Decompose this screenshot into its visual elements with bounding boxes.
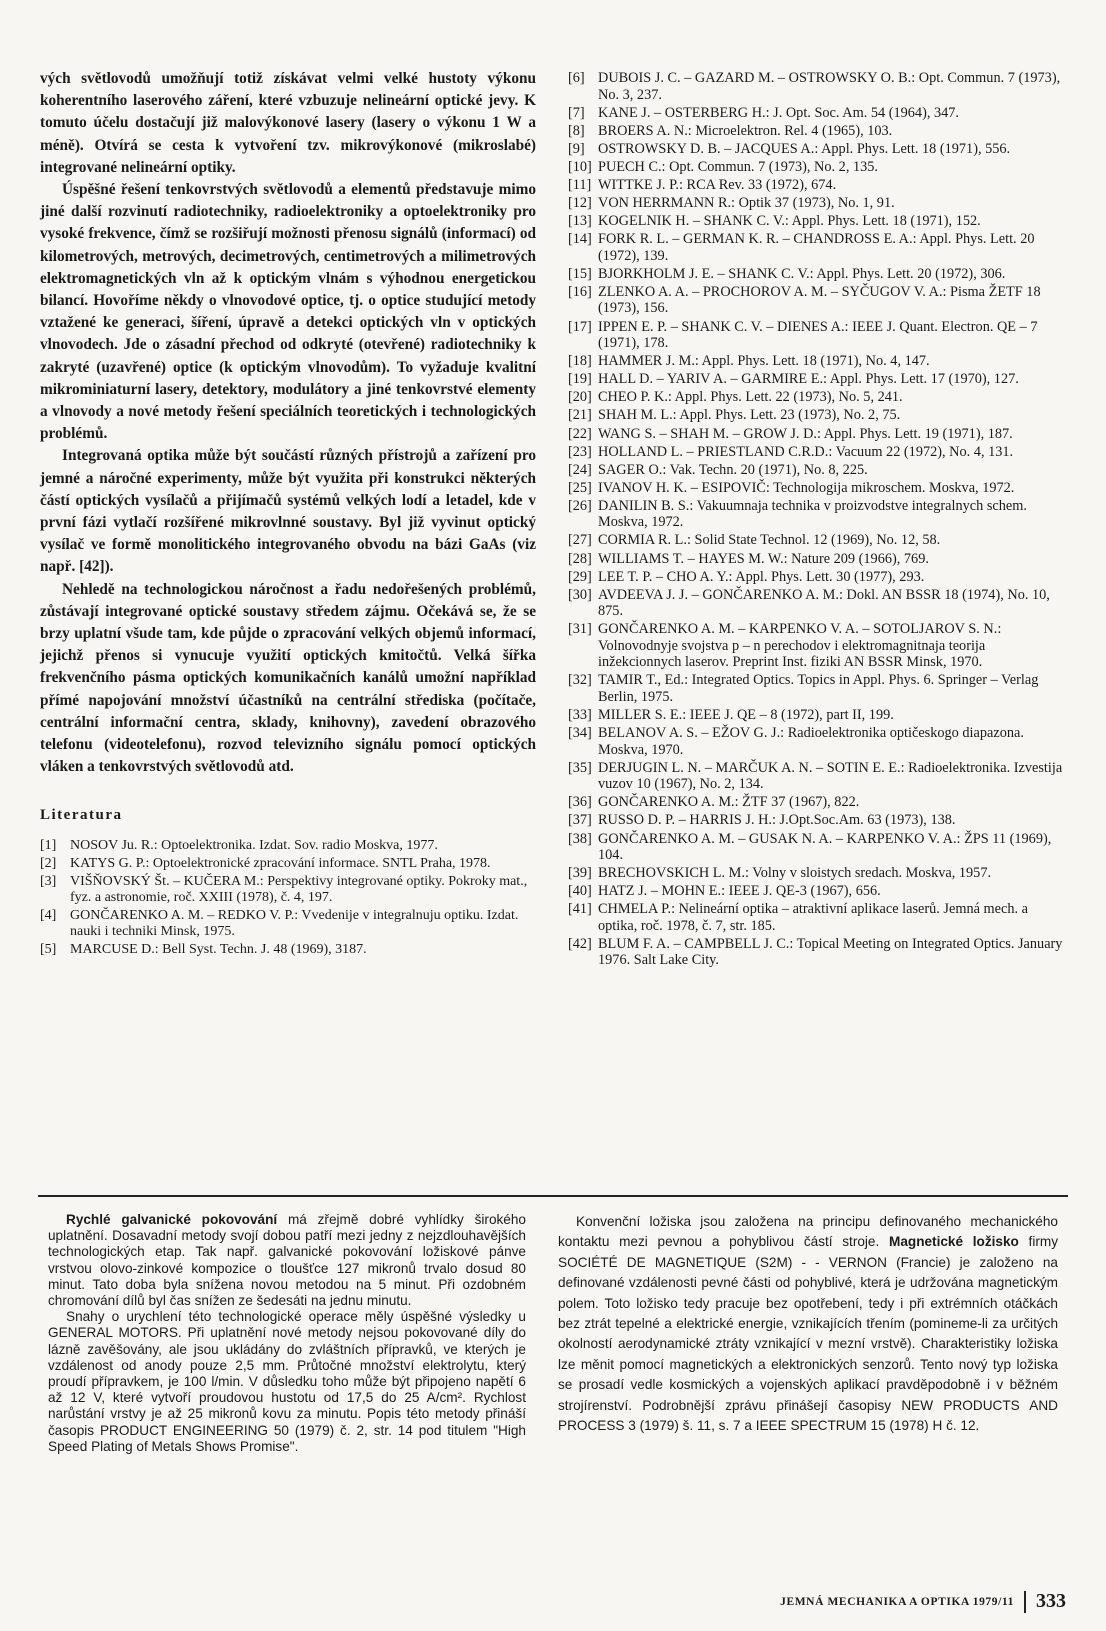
reference-text: IVANOV H. K. – ESIPOVIČ: Technologija mikroschem. Moskva, 1972. — [598, 479, 1015, 496]
reference-text: WANG S. – SHAH M. – GROW J. D.: Appl. Phys. Lett. 19 (1971), 187. — [598, 425, 1013, 442]
reference-item — [568, 213, 1068, 230]
reference-item — [568, 587, 1068, 620]
reference-text: HATZ J. – MOHN E.: IEEE J. QE-3 (1967), 656. — [598, 883, 881, 900]
reference-item — [568, 707, 1068, 724]
reference-text: DERJUGIN L. N. – MARČUK A. N. – SOTIN E. E.: Radioelektronika. Izvestija vuzov 10 (1967), No. 2, 134. — [598, 759, 1063, 793]
reference-text: BRECHOVSKICH L. M.: Volny v sloistych sredach. Moskva, 1957. — [598, 865, 992, 882]
reference-number: [19] — [568, 371, 592, 388]
reference-number: [36] — [568, 794, 592, 811]
reference-item — [568, 353, 1068, 370]
reference-item — [568, 426, 1068, 443]
reference-number: [17] — [568, 318, 592, 335]
reference-number: [38] — [568, 830, 592, 847]
notice-paragraph: Snahy o urychlení této technologické operace měly úspěšné výsledky u GENERAL MOTORS. Při uplatnění nové metody nejsou pokovované díly do lázně zavěšovány, ale jsou ukládány do zvláštních přípravků, ve kterých je vzdálenost od anody pouze 2,5 mm. Průtočné množství elektrolytu, který proudí přípravkem, je 100 l/min. V důsledku toho může být připojeno napětí 6 až 12 V, které vytvoří proudovou hustotu od 17,5 do 25 A/cm². Rychlost narůstání vrstvy je až 25 mikronů kovu za minutu. Popis této metody přináší časopis PRODUCT ENGINEERING 50 (1979) č. 2, str. 14 pod titulem "High Speed Plating of Metals Shows Promise". — [48, 1309, 526, 1454]
reference-number: [21] — [568, 407, 592, 424]
reference-item — [568, 812, 1068, 829]
reference-item — [568, 159, 1068, 176]
body-paragraph: vých světlovodů umožňují totiž získávat velmi velké hustoty výkonu koherentního laserového záření, které vzbuzuje nelineární optické jevy. K tomuto účelu dostačují již malovýkonové lasery (lasery o výkonu 1 W a méně). Otvírá se cesta k vytvoření tzv. mikrovýkonové (mikroslabé) integrované nelineární optiky. — [40, 70, 536, 176]
reference-item — [568, 672, 1068, 705]
reference-item — [568, 883, 1068, 900]
reference-number: [27] — [568, 532, 592, 549]
reference-item — [568, 569, 1068, 586]
reference-item — [568, 407, 1068, 424]
reference-number: [41] — [568, 901, 592, 918]
reference-item — [568, 141, 1068, 158]
reference-item — [568, 532, 1068, 549]
body-paragraph: Nehledě na technologickou náročnost a řadu nedořešených problémů, zůstávají integrované optické soustavy středem zájmu. Očekává se, že se brzy uplatní všude tam, kde půjde o zpracování velkých objemů informací, jejichž přenos si vynucuje využití optických kmitočtů. Velká šířka frekvenčního pásma optických komunikačních kanálů umožní například přímé napojování množství účastníků na centrální střediska (počítače, centrální informační centra, sklady, knihovny), zavedení obrazového telefonu (videotelefonu), rozvod televizního signálu pomocí optických vláken a tenkovrstvých světlovodů atd. — [40, 580, 536, 776]
reference-text: GONČARENKO A. M.: ŽTF 37 (1967), 822. — [598, 794, 860, 811]
reference-number: [14] — [568, 231, 592, 248]
reference-number: [37] — [568, 812, 592, 829]
reference-number: [23] — [568, 443, 592, 460]
reference-text: NOSOV Ju. R.: Optoelektronika. Izdat. Sov. radio Moskva, 1977. — [70, 837, 438, 853]
reference-number: [32] — [568, 672, 592, 689]
reference-text: KOGELNIK H. – SHANK C. V.: Appl. Phys. Lett. 18 (1971), 152. — [598, 213, 981, 230]
reference-number: [12] — [568, 195, 592, 212]
reference-text: AVDEEVA J. J. – GONČARENKO A. M.: Dokl. AN BSSR 18 (1974), No. 10, 875. — [598, 586, 1050, 620]
reference-item — [568, 389, 1068, 406]
reference-number: [8] — [568, 122, 585, 139]
reference-text: WITTKE J. P.: RCA Rev. 33 (1972), 674. — [598, 176, 837, 193]
reference-item — [568, 70, 1068, 103]
reference-item — [568, 865, 1068, 882]
notice-text: firmy SOCIÉTÉ DE MAGNETIQUE (S2M) - - VERNON (Francie) je založeno na definované vzdálenosti pevné části od pohyblivé, která je udržována magnetickým polem. Toto ložisko tedy pracuje bez opotřebení, tedy i při extrémních otáčkách bez ztrát tepelné a elektrické energie, vznikajících třením (pomineme-li za určitých okolností aerodynamické ztráty vznikající v mezní vrstvě). Charakteristiky ložiska lze měnit pomocí magnetických a elektronických senzorů. Tento nový typ ložiska se prosadí vedle kosmických a vojenských aplikací pravděpodobně i v běžném strojírenství. Podrobnější zprávu přinášejí časopisy NEW PRODUCTS AND PROCESS 3 (1979) š. 11, s. 7 a IEEE SPECTRUM 15 (1978) H č. 12. — [558, 1234, 1059, 1434]
reference-text: GONČARENKO A. M. – KARPENKO V. A. – SOTOLJAROV S. N.: Volnovodnyje svojstva p – n perechodov i elektromagnitnaja teorija inžekcionnych laserov. Preprint Inst. fiziki AN BSSR Minsk, 1970. — [598, 621, 1002, 671]
reference-number: [2] — [40, 855, 57, 871]
reference-number: [18] — [568, 353, 592, 370]
reference-text: VON HERRMANN R.: Optik 37 (1973), No. 1, 91. — [598, 195, 895, 212]
reference-text: HAMMER J. M.: Appl. Phys. Lett. 18 (1971), No. 4, 147. — [598, 353, 930, 370]
reference-text: RUSSO D. P. – HARRIS J. H.: J.Opt.Soc.Am. 63 (1973), 138. — [598, 812, 956, 829]
reference-item — [568, 725, 1068, 758]
notice-paragraph — [48, 1212, 526, 1309]
reference-number: [4] — [40, 907, 57, 923]
reference-text: IPPEN E. P. – SHANK C. V. – DIENES A.: IEEE J. Quant. Electron. QE – 7 (1971), 178. — [598, 318, 1038, 352]
reference-item — [568, 462, 1068, 479]
reference-number: [1] — [40, 837, 57, 853]
reference-item — [568, 936, 1068, 969]
reference-number: [35] — [568, 759, 592, 776]
reference-number: [16] — [568, 283, 592, 300]
reference-text: HOLLAND L. – PRIESTLAND C.R.D.: Vacuum 22 (1972), No. 4, 131. — [598, 443, 1014, 460]
reference-text: KATYS G. P.: Optoelektronické zpracování informace. SNTL Praha, 1978. — [70, 855, 491, 871]
reference-number: [31] — [568, 621, 592, 638]
notice-title: Rychlé galvanické pokovování — [66, 1212, 278, 1227]
reference-number: [10] — [568, 158, 592, 175]
reference-item — [568, 444, 1068, 461]
reference-number: [6] — [568, 70, 585, 86]
reference-number: [20] — [568, 389, 592, 406]
journal-name: JEMNÁ MECHANIKA A OPTIKA 1979/11 — [780, 1595, 1014, 1608]
reference-text: DANILIN B. S.: Vakuumnaja technika v proizvodstve integralnych schem. Moskva, 1972. — [598, 497, 1027, 531]
reference-number: [26] — [568, 497, 592, 514]
reference-text: SHAH M. L.: Appl. Phys. Lett. 23 (1973), No. 2, 75. — [598, 407, 901, 424]
notice-galvanic-plating — [48, 1212, 526, 1455]
reference-item — [568, 901, 1068, 934]
article-body — [40, 68, 536, 779]
reference-item — [568, 794, 1068, 811]
reference-item — [568, 551, 1068, 568]
reference-item — [568, 831, 1068, 864]
reference-text: BELANOV A. S. – EŽOV G. J.: Radioelektronika optičeskogo diapazona. Moskva, 1970. — [598, 725, 1024, 758]
reference-item — [568, 371, 1068, 388]
reference-item — [40, 838, 536, 854]
right-column — [568, 70, 1068, 970]
reference-text: BROERS A. N.: Microelektron. Rel. 4 (1965), 103. — [598, 122, 893, 139]
left-column — [40, 68, 536, 960]
page-footer — [780, 1590, 1066, 1613]
reference-item — [568, 177, 1068, 194]
notice-magnetic-bearing — [558, 1212, 1058, 1436]
reference-number: [9] — [568, 140, 585, 157]
reference-item — [568, 760, 1068, 793]
reference-number: [13] — [568, 213, 592, 230]
reference-item — [568, 284, 1068, 317]
reference-text: BJORKHOLM J. E. – SHANK C. V.: Appl. Phys. Lett. 20 (1972), 306. — [598, 265, 1006, 282]
reference-number: [15] — [568, 265, 592, 282]
reference-text: ZLENKO A. A. – PROCHOROV A. M. – SYČUGOV V. A.: Pisma ŽETF 18 (1973), 156. — [598, 283, 1041, 317]
reference-item — [568, 123, 1068, 140]
reference-number: [42] — [568, 935, 592, 952]
notice-text: má zřejmě dobré vyhlídky širokého uplatnění. Dosavadní metody svojí dobou patří mezi jedny z nejzdlouhavějších technologických etap. Tak např. galvanické pokovování ložiskové pánve vrstvou olovo-zinkové kompozice o tloušťce 127 mikronů trvalo dosud 80 minut. Tato doba byla snížena novou metodou na 5 minut. Při ozdobném chromování dílů byl čas snížen ze šedesáti na jednu minutu. — [48, 1212, 526, 1309]
reference-text: BLUM F. A. – CAMPBELL J. C.: Topical Meeting on Integrated Optics. January 1976. Salt Lake City. — [598, 935, 1063, 969]
reference-text: CHEO P. K.: Appl. Phys. Lett. 22 (1973), No. 5, 241. — [598, 389, 903, 406]
reference-number: [33] — [568, 707, 592, 724]
reference-item — [568, 231, 1068, 264]
reference-item — [568, 480, 1068, 497]
reference-text: MARCUSE D.: Bell Syst. Techn. J. 48 (1969), 3187. — [70, 941, 367, 957]
reference-list-right — [568, 70, 1068, 969]
reference-text: GONČARENKO A. M. – GUSAK N. A. – KARPENKO V. A.: ŽPS 11 (1969), 104. — [598, 830, 1052, 863]
reference-number: [28] — [568, 550, 592, 567]
reference-text: MILLER S. E.: IEEE J. QE – 8 (1972), part II, 199. — [598, 707, 894, 724]
reference-list-left — [40, 838, 536, 959]
reference-number: [25] — [568, 479, 592, 496]
reference-item — [568, 105, 1068, 122]
body-paragraph: Úspěšné řešení tenkovrstvých světlovodů a elementů představuje mimo jiné další rozvinutí radiotechniky, radioelektroniky a optoelektroniky pro vysoké frekvence, čímž se rozšiřují možnosti přenosu signálů (informací) od kilometrových, metrových, decimetrových, centimetrových a milimetrových elektromagnetických vln až k optickým vlnám s výhodnou energetickou bilancí. Hovoříme někdy o vlnovodové optice, tj. o optice studující metody vztažené ke generaci, šíření, úpravě a detekci optických vln v optických vlnovodech. Jde o zásadní přechod od odkryté (otevřené) radiotechniky k zakryté (uzavřené) optice (k optickým vlnovodům). To vyžaduje kvalitní mikrominiaturní lasery, detektory, modulátory a jiné tenkovrstvé elementy a vlnovody a nové metody řešení speciálních teoretických i technologických problémů. — [40, 181, 536, 443]
reference-text: WILLIAMS T. – HAYES M. W.: Nature 209 (1966), 769. — [598, 550, 929, 567]
notice-paragraph — [558, 1212, 1058, 1436]
footer-separator — [1024, 1591, 1026, 1613]
reference-text: HALL D. – YARIV A. – GARMIRE E.: Appl. Phys. Lett. 17 (1970), 127. — [598, 371, 1019, 388]
reference-text: LEE T. P. – CHO A. Y.: Appl. Phys. Lett. 30 (1977), 293. — [598, 568, 925, 585]
reference-item — [568, 498, 1068, 531]
reference-text: SAGER O.: Vak. Techn. 20 (1971), No. 8, 225. — [598, 461, 868, 478]
reference-text: OSTROWSKY D. B. – JACQUES A.: Appl. Phys. Lett. 18 (1971), 556. — [598, 140, 1011, 157]
reference-number: [3] — [40, 873, 57, 889]
reference-number: [30] — [568, 586, 592, 603]
reference-item — [568, 195, 1068, 212]
reference-item — [40, 908, 536, 940]
reference-text: PUECH C.: Opt. Commun. 7 (1973), No. 2, 135. — [598, 158, 878, 175]
reference-text: CORMIA R. L.: Solid State Technol. 12 (1969), No. 12, 58. — [598, 532, 941, 549]
reference-text: CHMELA P.: Nelineární optika – atraktivní aplikace laserů. Jemná mech. a optika, roč. 1978, č. 7, str. 185. — [598, 901, 1028, 934]
reference-text: KANE J. – OSTERBERG H.: J. Opt. Soc. Am. 54 (1964), 347. — [598, 104, 960, 121]
reference-item — [568, 266, 1068, 283]
reference-text: DUBOIS J. C. – GAZARD M. – OSTROWSKY O. B.: Opt. Commun. 7 (1973), No. 3, 237. — [598, 70, 1061, 103]
reference-text: FORK R. L. – GERMAN K. R. – CHANDROSS E. A.: Appl. Phys. Lett. 20 (1972), 139. — [598, 231, 1035, 264]
reference-number: [7] — [568, 104, 585, 121]
reference-item — [40, 874, 536, 906]
reference-text: GONČARENKO A. M. – REDKO V. P.: Vvedenije v integralnuju optiku. Izdat. nauki i techniki Minsk, 1975. — [70, 907, 519, 939]
body-paragraph: Integrovaná optika může být součástí různých přístrojů a zařízení pro jemné a náročné experimenty, může být využita při konstrukci některých částí optických vysílačů a přijímačů systémů velkých lodí a letadel, kde v první fázi vytlačí rozšířené mikrovlnné soustavy. Byl již vyvinut optický vysílač ve formě monolitického integrovaného obvodu na bázi GaAs (viz např. [42]). — [40, 447, 536, 576]
reference-item — [568, 319, 1068, 352]
reference-number: [24] — [568, 461, 592, 478]
section-divider — [38, 1195, 1068, 1197]
notice-title: Magnetické ložisko — [889, 1234, 1019, 1250]
notice-text: Konvenční ložiska jsou založena na principu definovaného mechanického kontaktu mezi pevnou a pohyblivou částí stroje. — [558, 1214, 1058, 1250]
reference-item — [40, 942, 536, 958]
page-number: 333 — [1036, 1590, 1066, 1612]
reference-number: [39] — [568, 865, 592, 882]
reference-number: [22] — [568, 425, 592, 442]
reference-number: [34] — [568, 725, 592, 742]
reference-number: [11] — [568, 176, 592, 193]
reference-number: [40] — [568, 883, 592, 900]
reference-item — [40, 856, 536, 872]
reference-item — [568, 621, 1068, 671]
literature-heading: Literatura — [40, 806, 123, 823]
reference-text: VIŠŇOVSKÝ Št. – KUČERA M.: Perspektivy integrované optiky. Pokroky mat., fyz. a astronomie, roč. XXIII (1978), č. 4, 197. — [70, 873, 528, 905]
reference-number: [5] — [40, 941, 57, 957]
reference-number: [29] — [568, 568, 592, 585]
reference-text: TAMIR T., Ed.: Integrated Optics. Topics in Appl. Phys. 6. Springer – Verlag Berlin, 1975. — [598, 672, 1039, 705]
